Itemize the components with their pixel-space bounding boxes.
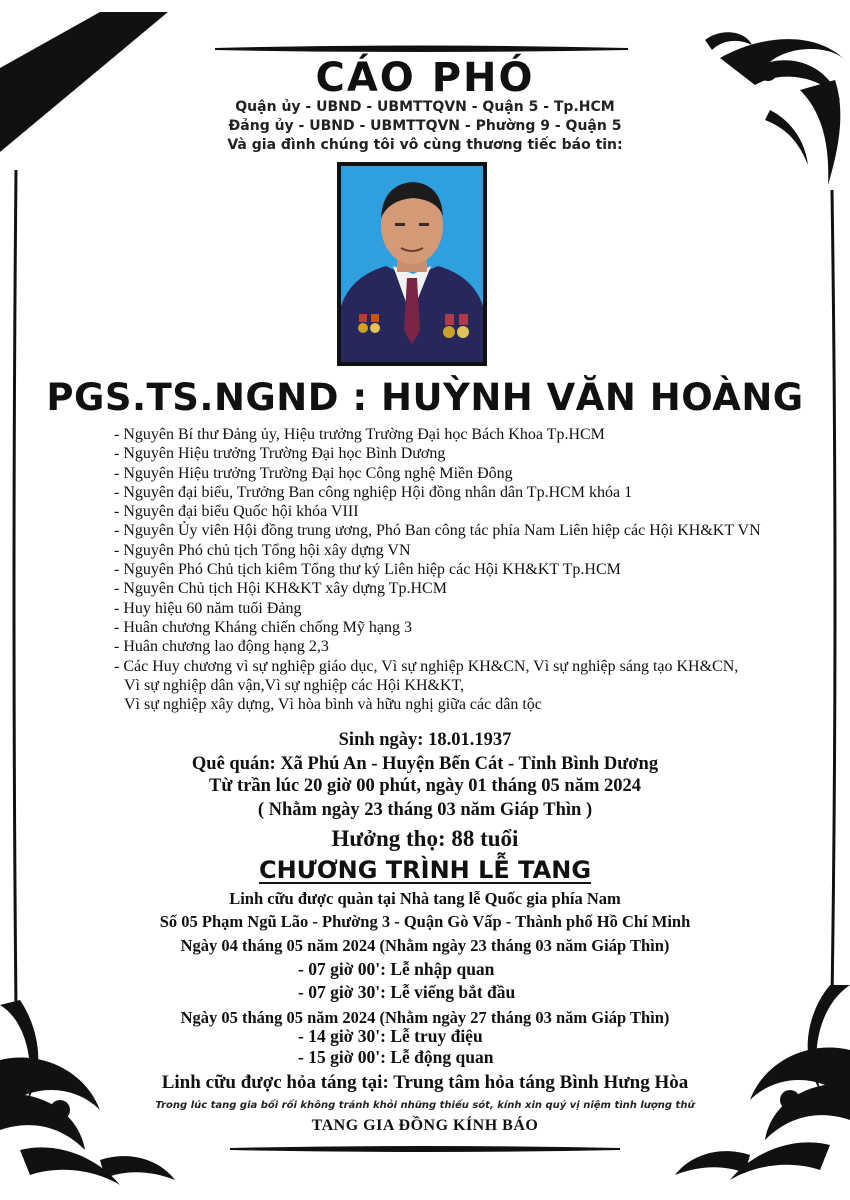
- apology-note: Trong lúc tang gia bối rối không tránh khỏi những thiếu sót, kính xin quý vị niệm tình lượng thứ: [155, 1100, 695, 1111]
- positions-list: [114, 425, 814, 714]
- list-item: - Nguyên đại biểu, Trưởng Ban công nghiệp Hội đồng nhân dân Tp.HCM khóa 1: [114, 483, 633, 501]
- list-item: Vì sự nghiệp dân vận,Vì sự nghiệp các Hội KH&KT,: [124, 676, 465, 694]
- portrait-photo: [337, 162, 487, 366]
- list-item: - Nguyên Phó chủ tịch Tổng hội xây dựng VN: [114, 541, 411, 559]
- list-item: - Nguyên Bí thư Đảng ủy, Hiệu trưởng Trường Đại học Bách Khoa Tp.HCM: [114, 426, 605, 443]
- day-1-date: Ngày 04 tháng 05 năm 2024 (Nhằm ngày 23 tháng 03 năm Giáp Thìn): [180, 936, 670, 955]
- left-border-line: [14, 170, 16, 1010]
- death-date: Từ trần lúc 20 giờ 00 phút, ngày 01 tháng 05 năm 2024: [208, 776, 641, 796]
- list-item: Vì sự nghiệp xây dựng, Vì hòa bình và hữu nghị giữa các dân tộc: [124, 696, 542, 714]
- list-item: - Các Huy chương vì sự nghiệp giáo dục, Vì sự nghiệp KH&CN, Vì sự nghiệp sáng tạo KH&CN,: [114, 657, 739, 675]
- day-1-event: - 07 giờ 00': Lễ nhập quan: [298, 959, 495, 979]
- list-item: - Nguyên Chủ tịch Hội KH&KT xây dựng Tp.HCM: [114, 580, 447, 598]
- day-2-event: - 14 giờ 30': Lễ truy điệu: [298, 1026, 483, 1046]
- program-title: CHƯƠNG TRÌNH LỄ TANG: [258, 856, 592, 884]
- day-2-event: - 15 giờ 00': Lễ động quan: [298, 1047, 494, 1067]
- bottom-border-line: [230, 1147, 620, 1151]
- list-item: - Nguyên Ủy viên Hội đồng trung ương, Phó Ban công tác phía Nam Liên hiệp các Hội KH&KT VN: [114, 522, 761, 540]
- list-item: - Nguyên đại biểu Quốc hội khóa VIII: [114, 503, 359, 521]
- list-item: - Huân chương lao động hạng 2,3: [114, 638, 329, 656]
- age: Hưởng thọ: 88 tuổi: [331, 826, 519, 851]
- venue-address: Số 05 Phạm Ngũ Lão - Phường 3 - Quận Gò Vấp - Thành phố Hồ Chí Minh: [159, 912, 691, 931]
- page-title: CÁO PHÓ: [315, 55, 535, 101]
- list-item: - Nguyên Phó Chủ tịch kiêm Tổng thư ký Liên hiệp các Hội KH&KT Tp.HCM: [114, 561, 621, 579]
- org-line-1: Quận ủy - UBND - UBMTTQVN - Quận 5 - Tp.HCM: [235, 99, 615, 115]
- list-item: - Nguyên Hiệu trưởng Trường Đại học Bình Dương: [114, 445, 446, 463]
- day-1-event: - 07 giờ 30': Lễ viếng bắt đầu: [298, 982, 516, 1002]
- portrait-icon: [341, 166, 483, 362]
- cremation-location: Linh cữu được hỏa táng tại: Trung tâm hỏa táng Bình Hưng Hòa: [161, 1072, 689, 1093]
- org-line-2: Đảng ủy - UBND - UBMTTQVN - Phường 9 - Quận 5: [228, 118, 622, 134]
- announce-line: Và gia đình chúng tôi vô cùng thương tiếc báo tin:: [227, 137, 623, 153]
- deceased-name: PGS.TS.NGND : HUỲNH VĂN HOÀNG: [46, 376, 804, 419]
- hometown: Quê quán: Xã Phú An - Huyện Bến Cát - Tỉnh Bình Dương: [191, 754, 659, 774]
- list-item: - Huy hiệu 60 năm tuổi Đảng: [114, 599, 302, 617]
- venue: Linh cữu được quàn tại Nhà tang lễ Quốc gia phía Nam: [229, 889, 621, 908]
- lunar-date: ( Nhằm ngày 23 tháng 03 năm Giáp Thìn ): [257, 800, 593, 820]
- birth-date: Sinh ngày: 18.01.1937: [338, 730, 512, 750]
- signature: TANG GIA ĐỒNG KÍNH BÁO: [311, 1117, 539, 1134]
- day-2-date: Ngày 05 tháng 05 năm 2024 (Nhằm ngày 27 tháng 03 năm Giáp Thìn): [180, 1008, 670, 1027]
- top-border-line: [215, 47, 628, 52]
- list-item: - Huân chương Kháng chiến chống Mỹ hạng 3: [114, 618, 412, 636]
- list-item: - Nguyên Hiệu trưởng Trường Đại học Công nghệ Miền Đông: [114, 464, 513, 482]
